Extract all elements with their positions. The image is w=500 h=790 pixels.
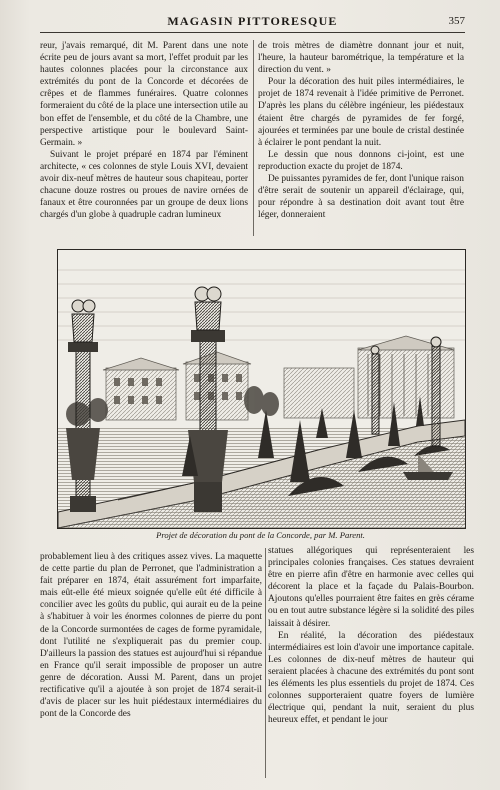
magazine-title: MAGASIN PITTORESQUE — [167, 14, 338, 28]
paragraph: De puissantes pyramides de fer, dont l'unique raison d'être serait de soutenir un appareil d'éclairage, qui, pour répondre à sa destination doit avant tout être léger, donneraient — [258, 174, 464, 221]
column-rule-top — [253, 40, 254, 236]
running-header — [40, 14, 465, 33]
column-top-left — [40, 40, 248, 240]
paragraph: Suivant le projet préparé en 1874 par l'éminent architecte, « ces colonnes de style Louis XVI, devaient avoir dix-neuf mètres de hauteur sous chapiteau, porter chacune douze rostres ou proues de navire ornées de fanaux et être couronnées par un groupe de deux lions chargés d'un globe à quadruple cadran lumineux — [40, 149, 248, 221]
paragraph: Le dessin que nous donnons ci-joint, est une reproduction exacte du projet de 1874. — [258, 149, 464, 172]
paragraph: En réalité, la décoration des piédestaux intermédiaires est loin d'avoir une importance capitale. Les colonnes de dix-neuf mètres de hauteur qui seraient placées à chacune des extrémités du pont sont les éléments les plus essentiels du projet de 1874. Ces colonnes supporteraient quatre foyers de lumière électrique qui, pendant la nuit, seraient du plus heureux effet, et pendant le jour — [268, 630, 474, 726]
column-bottom-left — [40, 551, 262, 781]
column-top-right — [258, 40, 464, 240]
paragraph: Pour la décoration des huit piles intermédiaires, le projet de 1874 revenait à l'idée primitive de Perronet. D'après les plans du célèbre ingénieur, les piédestaux étaient être chargés de pyramides de fer forgé, ajourées et terminées par une boule de cristal destinée à éclairer le pont pendant la nuit. — [258, 77, 464, 148]
engraving-illustration — [57, 249, 466, 529]
column-rule-bottom — [265, 548, 266, 778]
figure-caption: Projet de décoration du pont de la Concorde, par M. Parent. — [156, 530, 365, 540]
boat — [403, 472, 453, 480]
bridge-engraving — [58, 250, 465, 528]
paragraph: probablement lieu à des critiques assez vives. La maquette de cette partie du plan de Perronet, que l'administration a fait préparer en 1874, était assurément fort imparfaite, mais eût-elle été mieux soignée qu'elle eût été difficile à concilier avec les goûts du public, qui aurait eu de la peine à s'habituer à voir les énormes colonnes de pierre du pont de la Concorde surmontées de cages de forme pyramidale, dont l'utilité ne s'expliquerait pas du premier coup. D'ailleurs la passion des statues est aujourd'hui si répandue en France qu'il serait impossible de proposer un autre genre de décoration. Aussi M. Parent, dans un projet rectificative qu'il a ajoutée à son projet de 1874 serait-il d'avis de placer sur les huit piédestaux intermédiaires du pont de la Concorde des — [40, 552, 262, 720]
paragraph: reur, j'avais remarqué, dit M. Parent dans une note écrite peu de jours avant sa mort, l'effet produit par les hautes colonnes placées pour la circonstance aux extrémités du pont de la Concorde et décorées de crêpes et de flammes funéraires. Quatre colonnes formeraient du côté de la place une intersection utile au bon effet de l'ensemble, et du côté de la Chambre, une perspective artistique pour le boulevard Saint-Germain. » — [40, 41, 248, 148]
paragraph: de trois mètres de diamètre donnant jour et nuit, l'heure, la hauteur barométrique, la température et la direction du vent. » — [258, 41, 464, 76]
column-bottom-right — [268, 545, 474, 781]
page-number: 357 — [448, 15, 465, 27]
paragraph: statues allégoriques qui représenteraient les principales colonies françaises. Ces statues devraient être en pierre afin d'être en harmonie avec celles qui décorent la place et la façade du Palais-Bourbon. Ajoutons qu'elles pourraient être faites en grès cérame ou en tout autre substance légère si la solidité des piles laissait à désirer. — [268, 546, 474, 629]
